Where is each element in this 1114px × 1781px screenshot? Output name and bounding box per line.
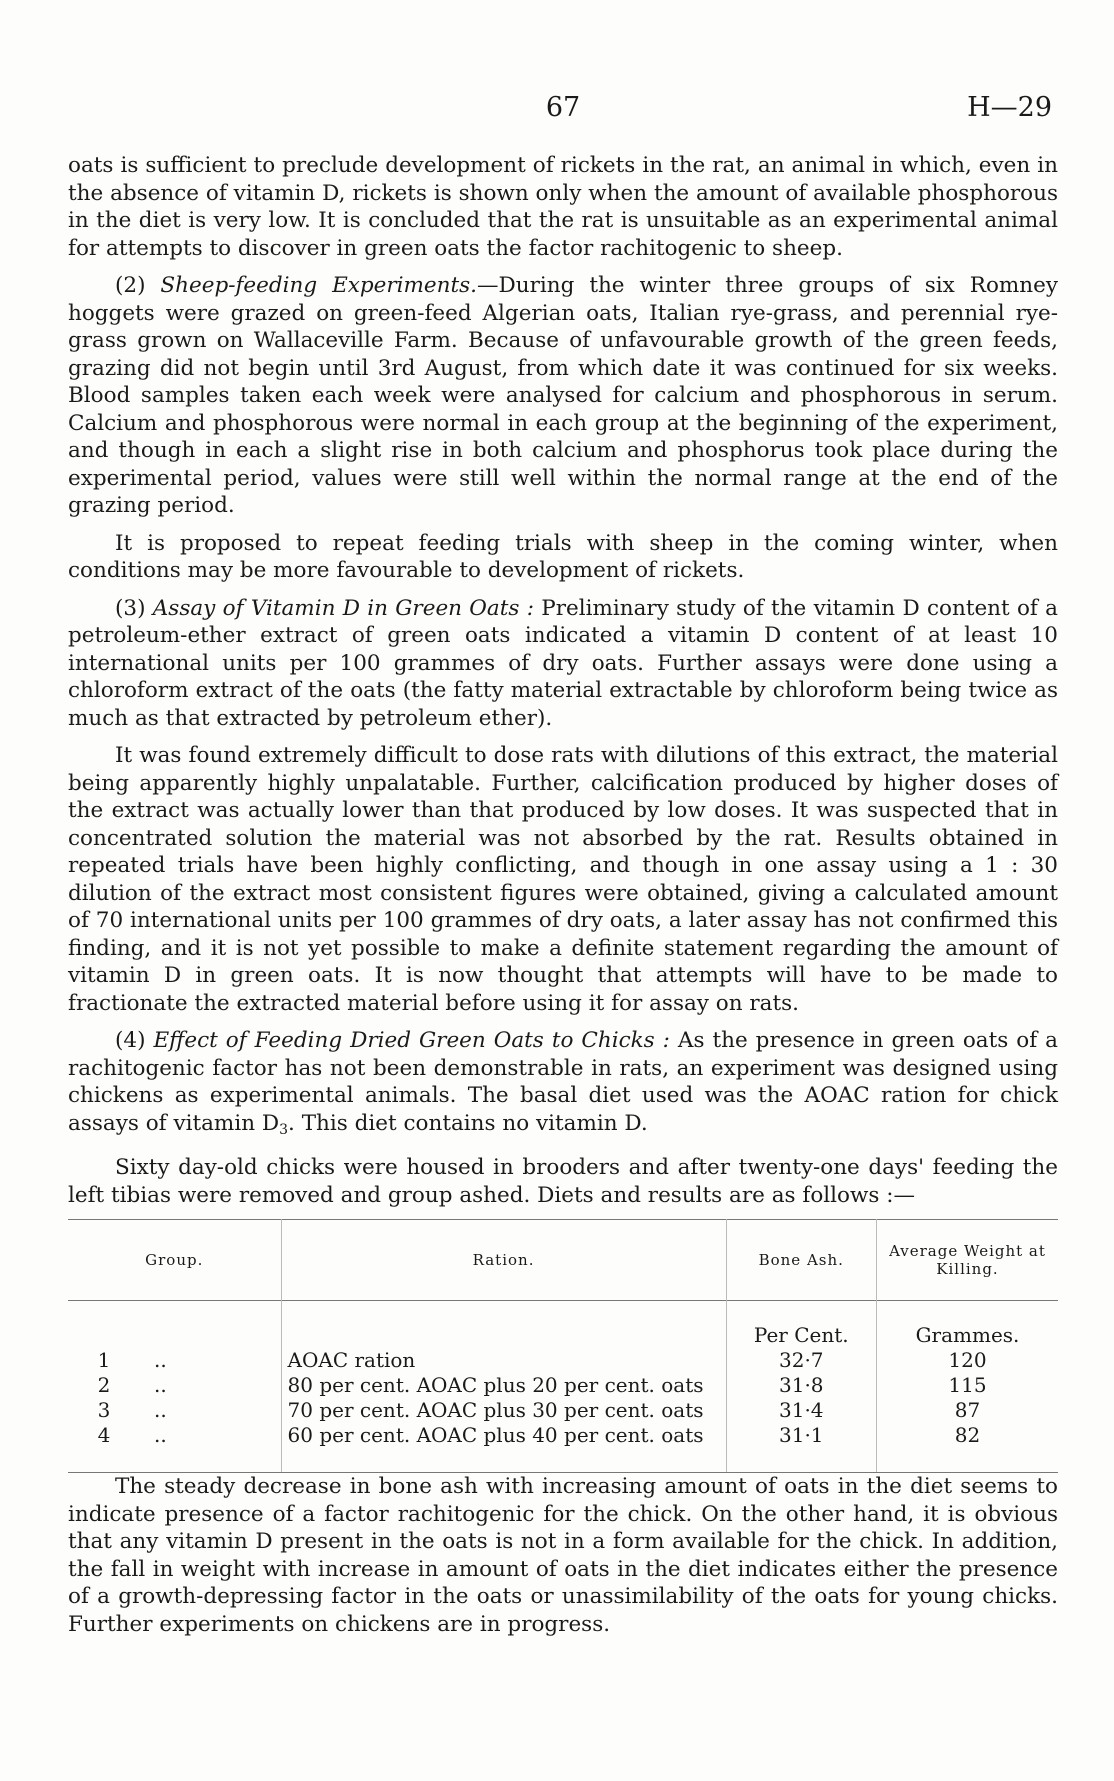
section-title: Assay of Vitamin D in Green Oats : — [152, 595, 534, 621]
ration-cell: 60 per cent. AOAC plus 40 per cent. oats — [281, 1423, 726, 1473]
leader-dots: .. — [154, 1373, 167, 1397]
group-number: 3 — [97, 1398, 111, 1422]
weight-cell: 82 — [876, 1423, 1058, 1473]
weight-cell: 120 — [876, 1348, 1058, 1373]
group-number: 4 — [97, 1423, 111, 1447]
section-title: Sheep-feeding Experiments. — [160, 273, 478, 298]
weight-cell: 115 — [876, 1373, 1058, 1398]
paragraph: It was found extremely difficult to dose rats with dilutions of this extract, the material being apparently highly unpalatable. Further, calcification produced by higher doses of the extract was actually lower than that produced by low doses. It was suspected that in concentrated solution the material was not absorbed by the rat. Results obtained in repeated trials have been highly conflicting, and though in one assay using a 1 : 30 dilution of the extract most consistent figures were obtained, giving a calculated amount of 70 international units per 100 grammes of dry oats, a later assay has not confirmed this finding, and it is not yet possible to make a definite statement regarding the amount of vitamin D in green oats. It is now thought that attempts will have to be made to fractionate the extracted material before using it for assay on rats. — [68, 743, 1058, 1016]
ration-cell: 70 per cent. AOAC plus 30 per cent. oats — [281, 1398, 726, 1423]
section-number: (3) — [115, 595, 146, 621]
leader-dots: .. — [154, 1423, 167, 1447]
paragraph-body: Preliminary study of the vitamin D content of a petroleum-ether extract of green oats indicated a vitamin D content of at least 10 international units per 100 grammes of dry oats. Further assays were done using a chloroform extract of the oats (the fatty material extractable by chloroform being twice as much as that extracted by petroleum ether). — [68, 595, 1058, 731]
table-row — [68, 1398, 1058, 1423]
header-ration: Ration. — [281, 1220, 726, 1301]
page-number: 67 — [545, 92, 581, 123]
table-row — [68, 1373, 1058, 1398]
ration-cell: 80 per cent. AOAC plus 20 per cent. oats — [281, 1373, 726, 1398]
header-bone-ash: Bone Ash. — [726, 1220, 876, 1301]
paragraph: Sixty day-old chicks were housed in brooders and after twenty-one days' feeding the left tibias were removed and group ashed. Diets and results are as follows :— — [68, 1155, 1058, 1208]
weight-cell: 87 — [876, 1398, 1058, 1423]
leader-dots: .. — [154, 1398, 167, 1422]
body-text — [68, 152, 1058, 1648]
group-number: 1 — [97, 1348, 111, 1372]
paragraph: oats is sufficient to preclude development of rickets in the rat, an animal in which, even in the absence of vitamin D, rickets is shown only when the amount of available phosphorous in the diet is very low. It is concluded that the rat is unsuitable as an experimental animal for attempts to discover in green oats the factor rachitogenic to sheep. — [68, 153, 1058, 261]
leader-dots: .. — [154, 1348, 167, 1372]
section-number: (4) — [115, 1028, 146, 1053]
unit-weight: Grammes. — [876, 1301, 1058, 1349]
paragraph: It is proposed to repeat feeding trials with sheep in the coming winter, when conditions may be more favourable to development of rickets. — [68, 530, 1058, 583]
results-table-wrapper — [68, 1219, 1058, 1473]
ration-cell: AOAC ration — [281, 1348, 726, 1373]
subscript: 3 — [279, 1121, 289, 1138]
unit-bone-ash: Per Cent. — [726, 1301, 876, 1349]
paragraph-chicks — [68, 1027, 1058, 1144]
section-title: Effect of Feeding Dried Green Oats to Chicks : — [153, 1028, 670, 1053]
bone-ash-cell: 32·7 — [726, 1348, 876, 1373]
bone-ash-cell: 31·1 — [726, 1423, 876, 1473]
paragraph-body: As the presence in green oats of a rachitogenic factor has not been demonstrable in rats, an experiment was designed using chickens as experimental animals. The basal diet used was the AOAC ration for chick assays of vitamin D — [68, 1028, 1058, 1136]
units-row — [68, 1301, 1058, 1349]
header-group: Group. — [145, 1251, 204, 1269]
paragraph-body-end: . This diet contains no vitamin D. — [288, 1110, 648, 1136]
paragraph-sheep-feeding — [68, 272, 1058, 520]
section-number: (2) — [115, 273, 146, 298]
paragraph-body: —During the winter three groups of six Romney hoggets were grazed on green-feed Algerian oats, Italian rye-grass, and perennial rye-grass grown on Wallaceville Farm. Because of unfavourable growth of the green feeds, grazing did not begin until 3rd August, from which date it was continued for six weeks. Blood samples taken each week were analysed for calcium and phosphorous in serum. Calcium and phosphorous were normal in each group at the beginning of the experiment, and though in each a slight rise in both calcium and phosphorus took place during the experimental period, values were still well within the normal range at the end of the grazing period. — [68, 273, 1058, 518]
bone-ash-cell: 31·4 — [726, 1398, 876, 1423]
paragraph-vitamin-d-assay — [68, 595, 1058, 733]
group-number: 2 — [97, 1373, 111, 1397]
table-row — [68, 1423, 1058, 1473]
results-table — [68, 1219, 1058, 1473]
page-header — [68, 92, 1058, 132]
paragraph-conclusion: The steady decrease in bone ash with increasing amount of oats in the diet seems to indicate presence of a factor rachitogenic for the chick. On the other hand, it is obvious that any vitamin D present in the oats is not in a form available for the chick. In addition, the fall in weight with increase in amount of oats in the diet indicates either the presence of a growth-depressing factor in the oats or unassimilability of the oats for young chicks. Further experiments on chickens are in progress. — [68, 1474, 1058, 1637]
series-code: H—29 — [967, 92, 1052, 123]
table-row — [68, 1348, 1058, 1373]
table-header-row — [68, 1220, 1058, 1301]
header-weight: Average Weight at Killing. — [876, 1220, 1058, 1301]
bone-ash-cell: 31·8 — [726, 1373, 876, 1398]
